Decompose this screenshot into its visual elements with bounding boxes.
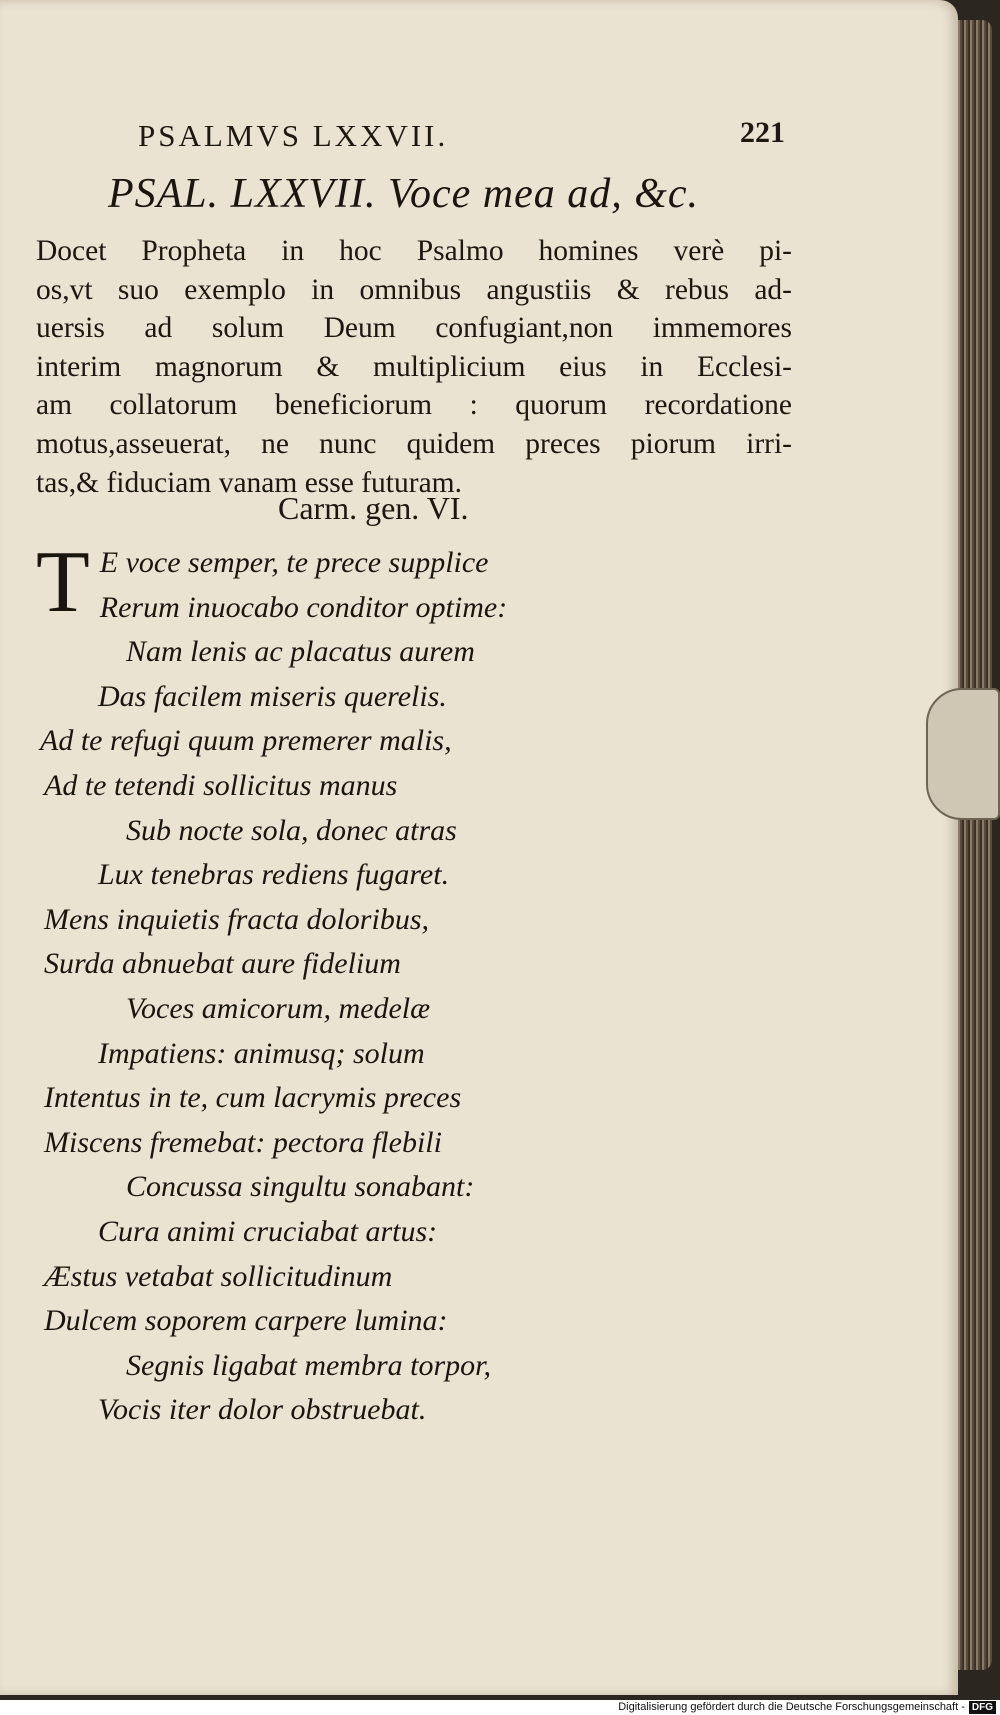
verse-line: Ad te refugi quum premerer malis, <box>40 724 452 758</box>
verse-line: Cura animi cruciabat artus: <box>98 1214 438 1248</box>
argument-line: uersis ad solum Deum confugiant,non immemores <box>36 312 792 345</box>
verse-line: Mens inquietis fracta doloribus, <box>44 902 429 936</box>
verse-line: Dulcem soporem carpere lumina: <box>44 1304 448 1338</box>
verse-line: E voce semper, te prece supplice <box>99 546 489 579</box>
footer <box>0 1700 1000 1715</box>
verse-line: Voces amicorum, medelæ <box>126 991 431 1025</box>
dfg-logo: DFG <box>969 1701 996 1714</box>
verse-line: Nam lenis ac placatus aurem <box>126 635 475 669</box>
verse-line: Lux tenebras rediens fugaret. <box>98 858 450 892</box>
verse-line: Vocis iter dolor obstruebat. <box>98 1393 427 1427</box>
verse-line: Ad te tetendi sollicitus manus <box>44 768 398 802</box>
verse-line: Miscens fremebat: pectora flebili <box>44 1125 442 1159</box>
verse-line: Sub nocte sola, donec atras <box>126 813 457 847</box>
book-page-edges <box>958 20 992 1670</box>
argument-line: tas,& fiduciam vanam esse futuram. <box>36 466 462 499</box>
argument-line: am collatorum beneficiorum : quorum recordatione <box>36 389 792 422</box>
drop-cap: T <box>36 534 90 631</box>
verse-line: Æstus vetabat sollicitudinum <box>44 1259 393 1293</box>
page-clasp-tab <box>926 688 1000 820</box>
poem <box>30 534 930 1433</box>
verse-line: Concussa singultu sonabant: <box>126 1170 475 1204</box>
verse-line: Intentus in te, cum lacrymis preces <box>44 1081 462 1115</box>
meter-heading: Carm. gen. VI. <box>278 490 469 526</box>
verse-line: Impatiens: animusq; solum <box>98 1036 425 1070</box>
footer-credit: Digitalisierung gefördert durch die Deutsche Forschungsgemeinschaft - <box>618 1701 965 1713</box>
page-number: 221 <box>740 116 785 149</box>
argument-line: os,vt suo exemplo in omnibus angustiis & rebus ad- <box>36 273 792 306</box>
running-head: PSALMVS LXXVII. <box>138 118 449 153</box>
argument-line: Docet Propheta in hoc Psalmo homines verè pi- <box>36 235 792 267</box>
psalm-title: PSAL. LXXVII. Voce mea ad, &c. <box>108 171 700 217</box>
psalm-argument <box>36 232 792 502</box>
verse-line: Rerum inuocabo conditor optime: <box>99 590 508 624</box>
argument-line: motus,asseuerat, ne nunc quidem preces piorum irri- <box>36 427 792 460</box>
verse-line: Surda abnuebat aure fidelium <box>44 947 401 981</box>
verse-line: Segnis ligabat membra torpor, <box>126 1348 492 1382</box>
verse-line: Das facilem miseris querelis. <box>98 679 447 713</box>
argument-line: interim magnorum & multiplicium eius in Ecclesi- <box>36 350 792 383</box>
